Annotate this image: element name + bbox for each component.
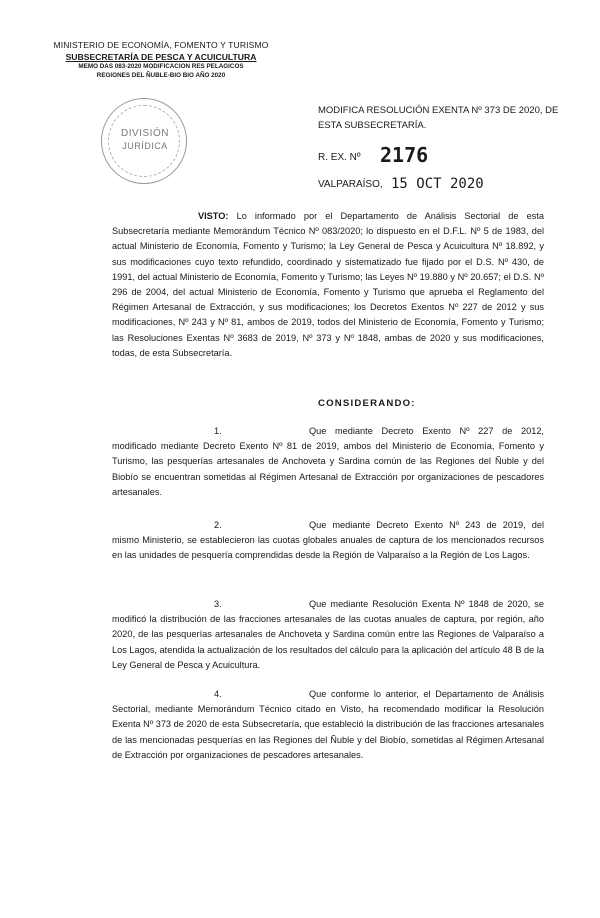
resolution-subject: MODIFICA RESOLUCIÓN EXENTA Nº 373 DE 2020, DE ESTA SUBSECRETARÍA. [318, 105, 559, 131]
considerando-text: Que conforme lo anterior, el Departamento de Análisis Sectorial, mediante Memorándum Técnico citado en Visto, ha recomendado modificar la Resolución Exenta Nº 373 de 2020 de esta Subsecretaría, que estableció la distribución de las fracciones artesanales de las mencionadas pesquerías en las Regiones del Ñuble y del Biobío, sometidas al Régimen Artesanal de Extracción por organizaciones de pescadores artesanales. [112, 689, 544, 760]
place: VALPARAÍSO, [318, 179, 383, 190]
resolution-number: 2176 [380, 143, 429, 167]
letterhead [42, 40, 280, 80]
ministry-name: MINISTERIO DE ECONOMÍA, FOMENTO Y TURISMO [53, 40, 269, 50]
division-juridica-stamp [101, 98, 187, 184]
visto-text: Lo informado por el Departamento de Análisis Sectorial de esta Subsecretaría mediante Memorándum Técnico Nº 083/2020; lo dispuesto en el D.F.L. Nº 5 de 1983, del actual Ministerio de Economía, Fomento y Turismo; la Ley General de Pesca y Acuicultura Nº 18.892, y sus modificaciones cuyo texto refundido, coordinado y sistematizado fue fijado por el D.S. Nº 430, de 1991, del actual Ministerio de Economía, Fomento y Turismo; las Leyes Nº 19.880 y Nº 20.657; el D.S. Nº 296 de 2004, del actual Ministerio de Economía, Fomento y Turismo que aprueba el Reglamento del Régimen Artesanal de Extracción, y sus modificaciones; los Decretos Exentos Nº 227 de 2012 y sus modificaciones, Nº 243 y Nº 81, ambos de 2019, todos del Ministerio de Economía, Fomento y Turismo; las Resoluciones Exentas Nº 3683 de 2019, Nº 373 y Nº 1848, ambas de 2020 y sus modificaciones, todas, de esta Subsecretaría. [112, 211, 544, 358]
resolution-label: R. EX. Nº [318, 152, 361, 163]
considerando-number: 1. [214, 426, 222, 436]
considerando-number: 2. [214, 520, 222, 530]
considerando-text: Que mediante Decreto Exento Nº 243 de 2019, del mismo Ministerio, se establecieron las cuotas globales anuales de captura de los mencionados recursos en las unidades de pesquería comprendidas desde la Región de Valparaíso a la Región de Los Lagos. [112, 520, 544, 561]
stamp-text-line1: DIVISIÓN [121, 128, 169, 139]
place-date-block [318, 176, 484, 192]
considerando-number: 4. [214, 689, 222, 699]
visto-paragraph [112, 209, 544, 361]
resolution-number-block [318, 143, 429, 167]
memo-reference-line: MEMO DAS 083-2020 MODIFICACION RES PELAGICOS [78, 63, 244, 70]
considerando-number: 3. [214, 599, 222, 609]
subsecretaria-name: SUBSECRETARÍA DE PESCA Y ACUICULTURA [65, 52, 257, 62]
date-stamp: 15 OCT 2020 [391, 176, 484, 192]
considerando-item [112, 424, 544, 500]
visto-label: VISTO: [198, 211, 229, 221]
considerando-text: Que mediante Resolución Exenta Nº 1848 de 2020, se modificó la distribución de las fracciones artesanales de las cuotas anuales de captura, por región, año 2020, de las pesquerías artesanales de Anchoveta y Sardina común entre las Regiones de Valparaíso a Los Lagos, atendida la actualización de los resultados del cálculo para la aplicación del artículo 48 B de la Ley General de Pesca y Acuicultura. [112, 599, 544, 670]
considerando-item [112, 687, 544, 763]
considerando-item [112, 518, 544, 564]
considerando-item [112, 597, 544, 673]
memo-region-line: REGIONES DEL ÑUBLE-BIO BIO AÑO 2020 [96, 72, 226, 79]
stamp-text-line2: JURÍDICA [122, 141, 168, 151]
considerando-text: Que mediante Decreto Exento Nº 227 de 2012, modificado mediante Decreto Exento Nº 81 de 2019, ambos del Ministerio de Economía, Fomento y Turismo, las pesquerías artesanales de Anchoveta y Sardina común de las Regiones del Ñuble y del Biobío se encuentran sometidas al Régimen Artesanal de Extracción por organizaciones de pescadores artesanales. [112, 426, 544, 497]
considerando-heading: CONSIDERANDO: [318, 398, 416, 409]
